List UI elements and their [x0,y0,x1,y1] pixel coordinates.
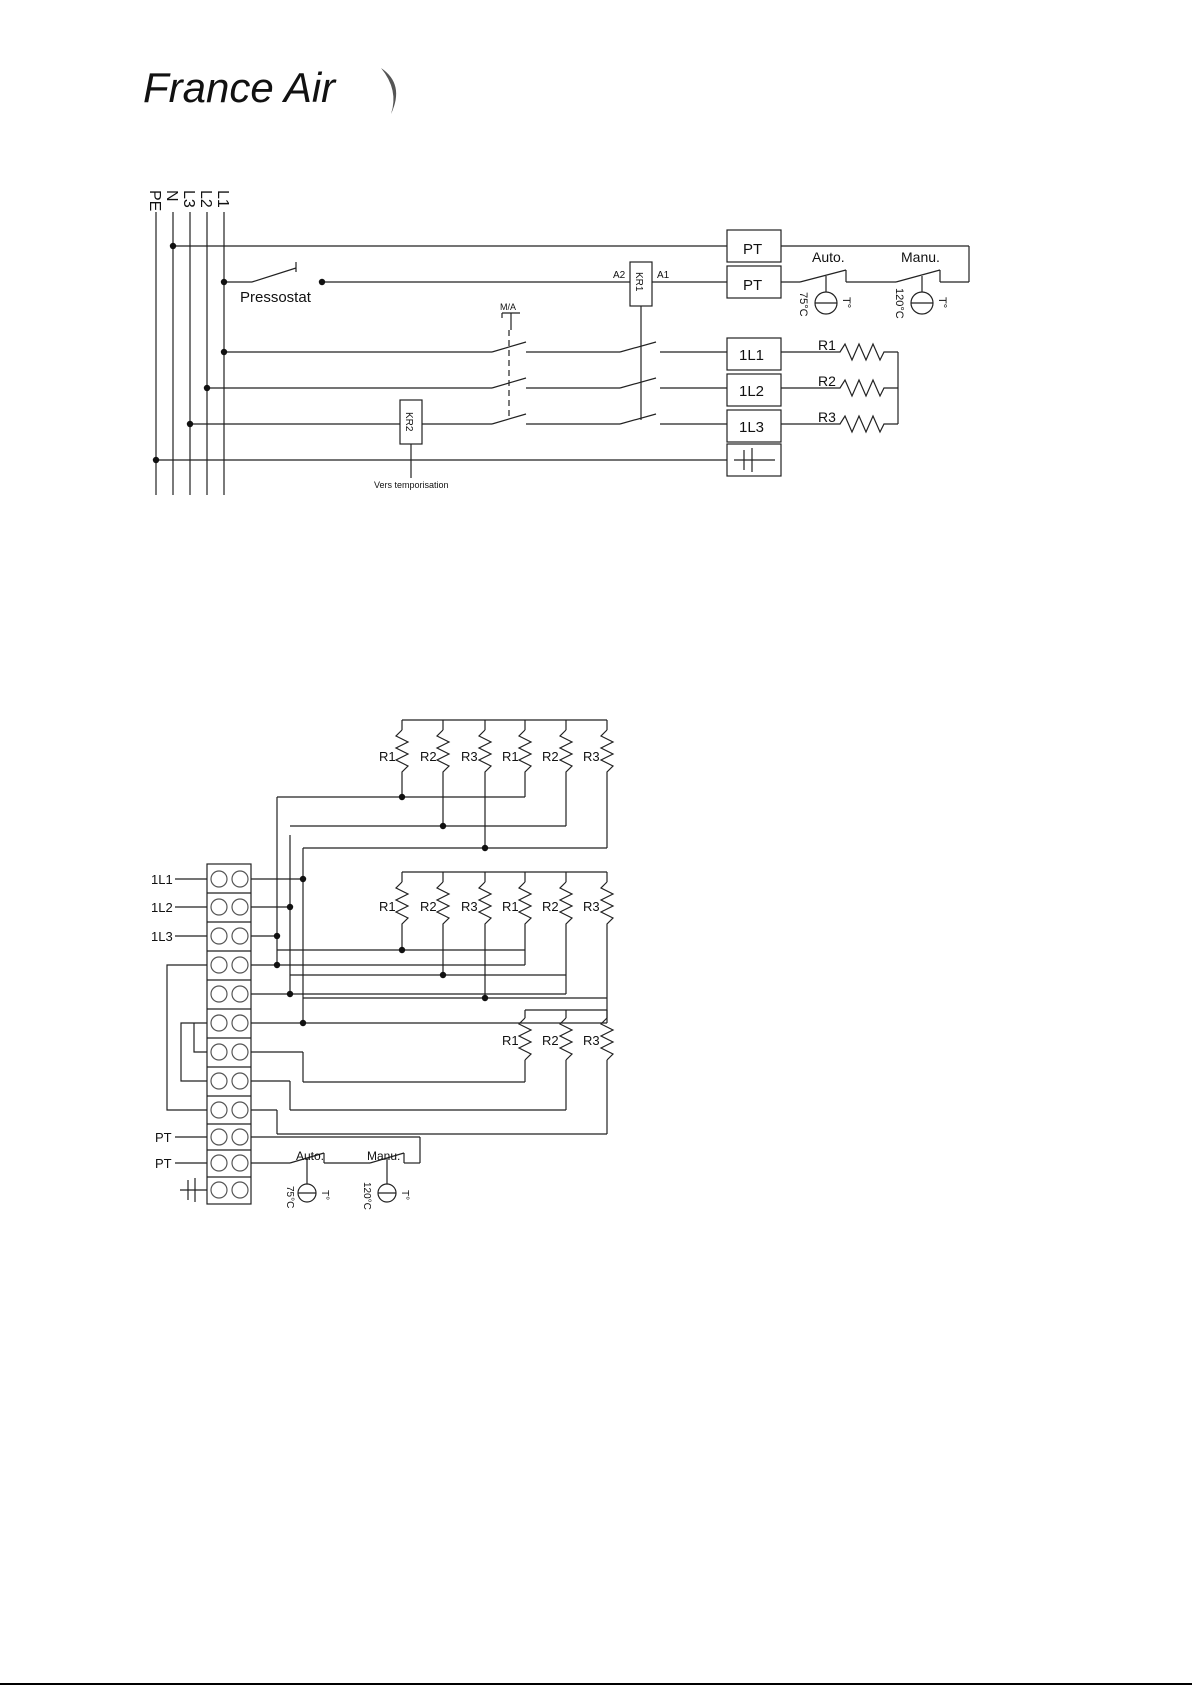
mid-row-r1-a: R1 [379,899,396,914]
resistor-r1: R1 [818,337,836,353]
wiring-label-pt-2: PT [155,1156,172,1171]
t-symbol-1: T° [840,297,852,309]
resistor-r3: R3 [818,409,836,425]
schematic-diagram [156,212,969,495]
auto-label: Auto. [812,249,845,265]
bottom-row-r3: R3 [583,1033,600,1048]
terminal-wiring-diagram [167,720,613,1204]
kr2-label: KR2 [403,412,414,432]
mid-row-r2-a: R2 [420,899,437,914]
bus-labels [146,190,231,211]
bus-label-l1: L1 [214,190,231,208]
t-symbol-2: T° [936,297,948,309]
wiring-temp-75: 75°C [284,1186,295,1209]
wiring-label-1l2: 1L2 [151,900,173,915]
resistor-r2: R2 [818,373,836,389]
wiring-manu-label: Manu. [367,1149,401,1163]
temp-75-label: 75°C [797,292,809,317]
wiring-auto-label: Auto. [296,1149,325,1163]
mid-row-r2-b: R2 [542,899,559,914]
bus-label-l2: L2 [197,190,214,208]
mid-row-r3-b: R3 [583,899,600,914]
terminal-1l2: 1L2 [739,383,765,400]
temp-120-label: 120°C [893,288,905,319]
a2-label: A2 [613,270,626,281]
ma-label: M/A [500,302,517,312]
terminal-1l1: 1L1 [739,347,765,364]
top-row-r3-a: R3 [461,749,478,764]
wiring-t-symbol-2: T° [399,1190,410,1201]
bus-label-n: N [163,190,180,202]
pressostat-label: Pressostat [240,289,311,306]
pt-label-2: PT [743,277,763,294]
mid-row-r1-b: R1 [502,899,519,914]
top-row-r1-b: R1 [502,749,519,764]
mid-row-r3-a: R3 [461,899,478,914]
wiring-t-symbol-1: T° [319,1190,330,1201]
terminal-1l3: 1L3 [739,419,765,436]
top-row-r2-b: R2 [542,749,559,764]
logo-text: France Air [143,64,336,111]
bottom-row-r2: R2 [542,1033,559,1048]
pt-label-1: PT [743,241,763,258]
top-row-r2-a: R2 [420,749,437,764]
wiring-label-1l1: 1L1 [151,872,173,887]
kr1-label: KR1 [633,272,644,292]
wiring-temp-120: 120°C [361,1182,372,1210]
top-row-r1-a: R1 [379,749,396,764]
bus-label-l3: L3 [180,190,197,208]
wiring-label-1l3: 1L3 [151,929,173,944]
wiring-label-pt-1: PT [155,1130,172,1145]
bus-label-pe: PE [146,190,163,212]
manu-label: Manu. [901,249,940,265]
top-row-r3-b: R3 [583,749,600,764]
bottom-row-r1: R1 [502,1033,519,1048]
a1-label: A1 [657,270,670,281]
vers-temporisation-label: Vers temporisation [374,480,449,490]
